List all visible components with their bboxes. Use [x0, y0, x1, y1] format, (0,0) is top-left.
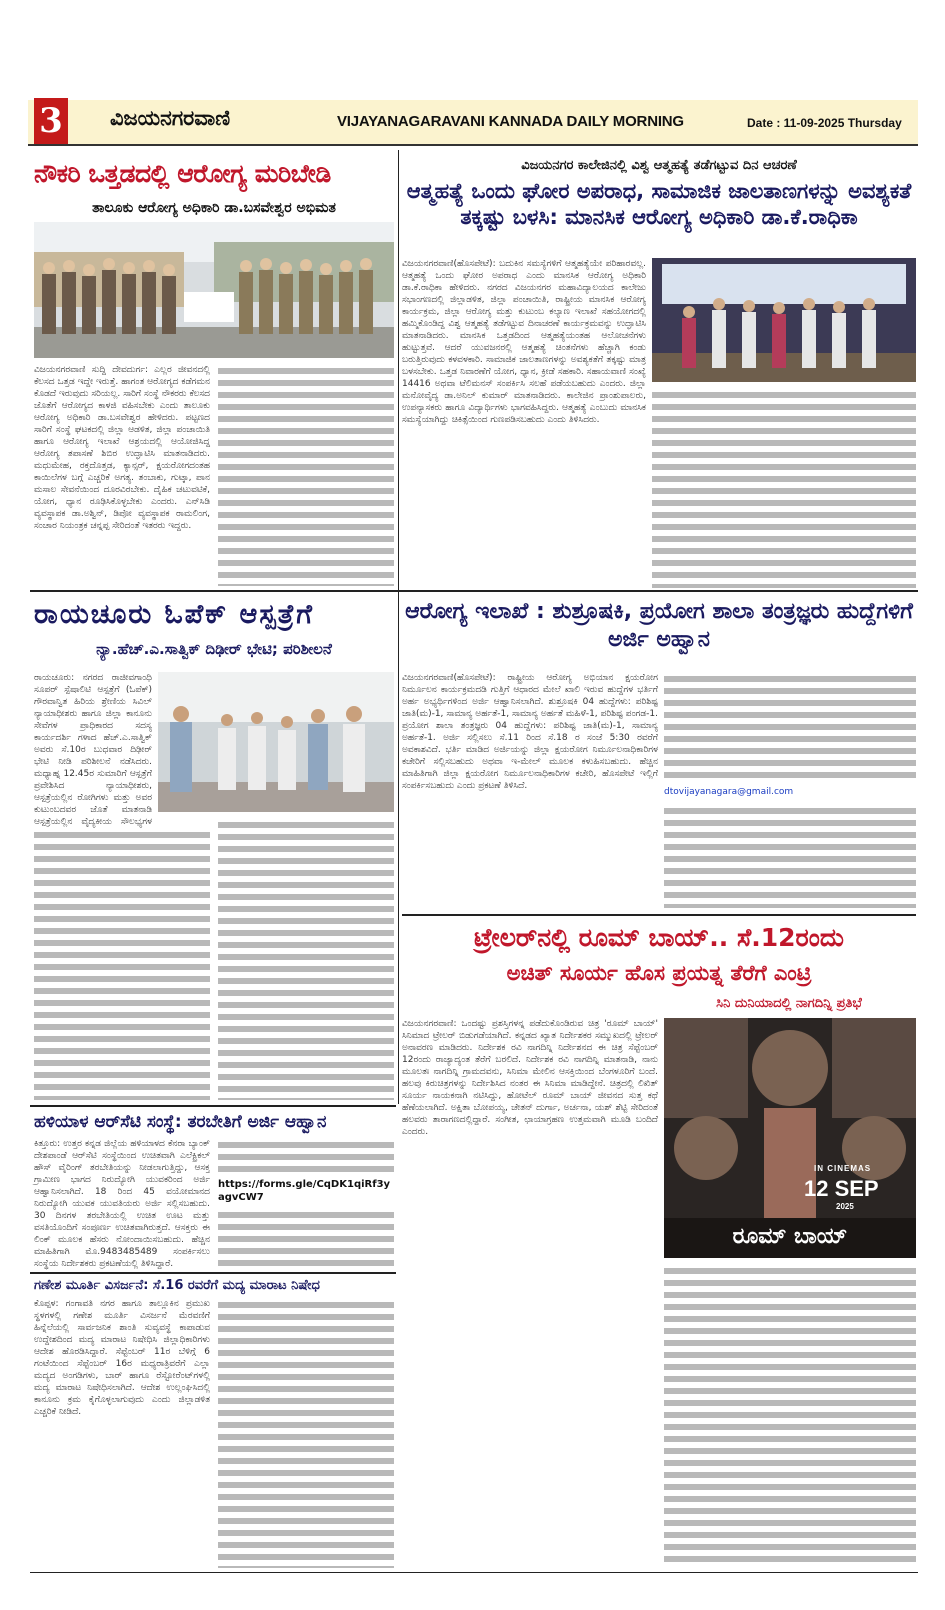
page-bottom-rule	[30, 1572, 918, 1573]
story-body-continued	[218, 818, 394, 1100]
film-poster	[664, 1018, 916, 1258]
story-body-continued	[218, 364, 394, 586]
story-subheadline: ತಾಲೂಕು ಆರೋಗ್ಯ ಅಧಿಕಾರಿ ಡಾ.ಬಸವೇಶ್ವರ ಅಭಿಮತ	[92, 200, 336, 216]
registration-form-link[interactable]: https://forms.gle/CqDK1qiRf3yagvCW7	[218, 1179, 391, 1203]
story-headline: ಆತ್ಮಹತ್ಯೆ ಒಂದು ಘೋರ ಅಪರಾಧ, ಸಾಮಾಜಿಕ ಜಾಲತಾಣಗಳನ್ನು ಅವಶ್ಯಕತೆ ತಕ್ಕಷ್ಟು ಬಳಸಿ: ಮಾನಸಿಕ ಆರೋಗ್ಯ ಅಧಿಕಾರಿ ಡಾ.ಕೆ.ರಾಧಿಕಾ	[406, 179, 912, 230]
poster-release-date: 12 SEP	[804, 1176, 879, 1201]
story-body: ವಿಜಯನಗರವಾಣಿ: ಒಂದಷ್ಟು ಪ್ರಶಸ್ತಿಗಳನ್ನ ಪಡೆದುಕೊಂಡಿರುವ ಚಿತ್ರ 'ರೂಮ್ ಬಾಯ್' ಸಿನಿಮಾದ ಟ್ರೇಲರ್ ಬಿಡುಗಡೆಯಾಗಿದೆ. ಕನ್ನಡದ ಖ್ಯಾತ ನಿರ್ದೇಶಕರ ಸಮ್ಮುಖದಲ್ಲಿ ಟ್ರೇಲರ್ ಅನಾವರಣ ಮಾಡಿದರು. ನಿರ್ದೇಶಕ ರವಿ ನಾಗದಿನ್ನಿ ನಿರ್ದೇಶನದ ಈ ಚಿತ್ರ ಸೆಪ್ಟೆಂಬರ್ 12ರಂದು ರಾಜ್ಯಾದ್ಯಂತ ತೆರೆಗೆ ಬರಲಿದೆ. ನಿರ್ದೇಶಕ ರವಿ ನಾಗದಿನ್ನಿ ಮಾತನಾಡಿ, ನಾನು ಮೂಲತಃ ನಾಗದಿನ್ನಿ ಗ್ರಾಮದವನು, ಸಿನಿಮಾ ಮೇಲಿನ ಆಸಕ್ತಿಯಿಂದ ಬೆಂಗಳೂರಿಗೆ ಬಂದೆ. ಹಲವು ಕಿರುಚಿತ್ರಗಳನ್ನು ನಿರ್ದೇಶಿಸಿದ ನಂತರ ಈ ಸಿನಿಮಾ ಮಾಡಿದ್ದೇನೆ. ಚಿತ್ರದಲ್ಲಿ ಲಿಖಿತ್ ಸೂರ್ಯ ನಾಯಕನಾಗಿ ನಟಿಸಿದ್ದು, ಹೋಟೆಲ್ ರೂಮ್ ಬಾಯ್ ಜೀವನದ ಸುತ್ತ ಕಥೆ ಹೆಣೆಯಲಾಗಿದೆ. ಅಕ್ಷಿತಾ ಬೋಪಯ್ಯ, ಚೇತನ್ ದುರ್ಗಾ, ಅರ್ಚನಾ, ಯಶ್ ಶೆಟ್ಟಿ ಸೇರಿದಂತೆ ಹಲವರು ತಾರಾಗಣದಲ್ಲಿದ್ದಾರೆ. ಸಂಗೀತ, ಛಾಯಾಗ್ರಹಣ ಉತ್ತಮವಾಗಿ ಮೂಡಿ ಬಂದಿದೆ ಎಂದರು.	[402, 1019, 658, 1137]
story-headline: ಟ್ರೇಲರ್‌ನಲ್ಲಿ ರೂಮ್ ಬಾಯ್.. ಸೆ.12ರಂದು	[474, 923, 844, 952]
paper-name-english: VIJAYANAGARAVANI KANNADA DAILY MORNING	[337, 113, 684, 130]
story-body-continued	[664, 804, 916, 908]
story-body-continued	[664, 1264, 916, 1568]
poster-title: ರೂಮ್ ಬಾಯ್	[732, 1224, 848, 1249]
story-body-continued	[664, 672, 916, 782]
story-headline: ನೌಕರಿ ಒತ್ತಡದಲ್ಲಿ ಆರೋಗ್ಯ ಮರಿಬೇಡಿ	[34, 159, 331, 188]
story-body-continued	[218, 1208, 394, 1270]
section-divider	[30, 590, 918, 592]
story-kicker: ವಿಜಯನಗರ ಕಾಲೇಜಿನಲ್ಲಿ ವಿಶ್ವ ಆತ್ಮಹತ್ಯೆ ತಡೆಗಟ್ಟುವ ದಿನ ಆಚರಣೆ	[521, 158, 797, 173]
poster-release-year: 2025	[836, 1202, 854, 1211]
group-photo	[34, 222, 394, 358]
section-divider	[30, 1272, 396, 1274]
story-headline: ರಾಯಚೂರು ಓಪೆಕ್ ಆಸ್ಪತ್ರೆಗೆ	[34, 599, 314, 630]
paper-name-kannada: ವಿಜಯನಗರವಾಣಿ	[110, 106, 231, 130]
story-body-continued	[218, 1298, 394, 1568]
stage-event-photo	[652, 258, 916, 382]
section-divider	[402, 914, 916, 916]
story-body: ಕಿತ್ತೂರು: ಉತ್ತರ ಕನ್ನಡ ಜಿಲ್ಲೆಯ ಹಳಿಯಾಳದ ಕೆನರಾ ಬ್ಯಾಂಕ್ ದೇಶಪಾಂಡೆ ಆರ್‌ಸೆಟಿ ಸಂಸ್ಥೆಯಿಂದ ಉಚಿತವಾಗಿ ಎಲೆಕ್ಟ್ರಿಕಲ್ ಹೌಸ್ ವೈರಿಂಗ್ ತರಬೇತಿಯನ್ನು ನೀಡಲಾಗುತ್ತಿದ್ದು, ಆಸಕ್ತ ಗ್ರಾಮೀಣ ಭಾಗದ ನಿರುದ್ಯೋಗಿ ಯುವಕರಿಂದ ಅರ್ಜಿ ಆಹ್ವಾನಿಸಲಾಗಿದೆ. 18 ರಿಂದ 45 ವಯೋಮಾನದ ನಿರುದ್ಯೋಗಿ ಯುವಕ ಯುವತಿಯರು ಅರ್ಜಿ ಸಲ್ಲಿಸಬಹುದು. 30 ದಿನಗಳ ತರಬೇತಿಯಲ್ಲಿ ಉಚಿತ ಊಟ ಮತ್ತು ವಸತಿಯೊಂದಿಗೆ ಸಂಪೂರ್ಣ ಉಚಿತವಾಗಿರುತ್ತದೆ. ಆಸಕ್ತರು ಈ ಲಿಂಕ್ ಮೂಲಕ ಹೆಸರು ನೋಂದಾಯಿಸಬಹುದು. ಹೆಚ್ಚಿನ ಮಾಹಿತಿಗಾಗಿ ಮೊ.9483485489 ಸಂಪರ್ಕಿಸಲು ಸಂಸ್ಥೆಯ ನಿರ್ದೇಶಕರು ಪ್ರಕಟಣೆಯಲ್ಲಿ ತಿಳಿಸಿದ್ದಾರೆ.	[34, 1139, 210, 1269]
story-body-continued	[652, 388, 916, 588]
story-subheadline: ಸಿನಿ ದುನಿಯಾದಲ್ಲಿ ನಾಗದಿನ್ನಿ ಪ್ರತಿಭೆ	[716, 996, 862, 1011]
story-headline: ಆರೋಗ್ಯ ಇಲಾಖೆ : ಶುಶ್ರೂಷಕಿ, ಪ್ರಯೋಗ ಶಾಲಾ ತಂತ್ರಜ್ಞರು ಹುದ್ದೆಗಳಿಗೆ ಅರ್ಜಿ ಅಹ್ವಾನ	[405, 599, 913, 652]
story-headline-second-line: ನ್ಯಾ.ಹೆಚ್.ಎ.ಸಾತ್ವಿಕ್ ದಿಢೀರ್ ಭೇಟಿ; ಪರಿಶೀಲನೆ	[96, 640, 332, 658]
page-number: 3	[34, 98, 68, 144]
hospital-visit-photo	[158, 672, 394, 812]
story-body: ಕೊಪ್ಪಳ: ಗಂಗಾವತಿ ನಗರ ಹಾಗೂ ತಾಲ್ಲೂಕಿನ ಪ್ರಮುಖ ಸ್ಥಳಗಳಲ್ಲಿ ಗಣೇಶ ಮೂರ್ತಿ ವಿಸರ್ಜನೆ ಮೆರವಣಿಗೆ ಹಿನ್ನೆಲೆಯಲ್ಲಿ ಸಾರ್ವಜನಿಕ ಶಾಂತಿ ಸುವ್ಯವಸ್ಥೆ ಕಾಪಾಡುವ ಉದ್ದೇಶದಿಂದ ಮದ್ಯ ಮಾರಾಟ ನಿಷೇಧಿಸಿ ಜಿಲ್ಲಾಧಿಕಾರಿಗಳು ಆದೇಶ ಹೊರಡಿಸಿದ್ದಾರೆ. ಸೆಪ್ಟೆಂಬರ್ 11ರ ಬೆಳಿಗ್ಗೆ 6 ಗಂಟೆಯಿಂದ ಸೆಪ್ಟೆಂಬರ್ 16ರ ಮಧ್ಯರಾತ್ರಿವರೆಗೆ ಎಲ್ಲಾ ಮದ್ಯದ ಅಂಗಡಿಗಳು, ಬಾರ್ ಹಾಗೂ ರೆಸ್ಟೋರೆಂಟ್‌ಗಳಲ್ಲಿ ಮದ್ಯ ಮಾರಾಟ ನಿಷೇಧಿಸಲಾಗಿದೆ. ಆದೇಶ ಉಲ್ಲಂಘಿಸಿದಲ್ಲಿ ಕಾನೂನು ಕ್ರಮ ಕೈಗೊಳ್ಳಲಾಗುವುದು ಎಂದು ಜಿಲ್ಲಾಡಳಿತ ಎಚ್ಚರಿಕೆ ನೀಡಿದೆ.	[34, 1299, 210, 1417]
story-body: ವಿಜಯನಗರವಾಣಿ(ಹೊಸಪೇಟೆ): ರಾಷ್ಟ್ರೀಯ ಆರೋಗ್ಯ ಅಭಿಯಾನ ಕ್ಷಯರೋಗ ನಿರ್ಮೂಲನ ಕಾರ್ಯಕ್ರಮದಡಿ ಗುತ್ತಿಗೆ ಆಧಾರದ ಮೇಲೆ ಖಾಲಿ ಇರುವ ಹುದ್ದೆಗಳ ಭರ್ತಿಗೆ ಅರ್ಹ ಅಭ್ಯರ್ಥಿಗಳಿಂದ ಅರ್ಜಿ ಆಹ್ವಾನಿಸಲಾಗಿದೆ. ಶುಶ್ರೂಷಕಿ 04 ಹುದ್ದೆಗಳು: ಪರಿಶಿಷ್ಟ ಜಾತಿ(ಮ)-1, ಸಾಮಾನ್ಯ ಅರ್ಹತೆ-1, ಸಾಮಾನ್ಯ ಅರ್ಹತೆ ಮಹಿಳೆ-1, ಪರಿಶಿಷ್ಟ ಪಂಗಡ-1. ಪ್ರಯೋಗ ಶಾಲಾ ತಂತ್ರಜ್ಞರು 04 ಹುದ್ದೆಗಳು: ಪರಿಶಿಷ್ಟ ಜಾತಿ(ಮ)-1, ಸಾಮಾನ್ಯ ಅರ್ಹತೆ-1. ಅರ್ಜಿ ಸಲ್ಲಿಸಲು ಸೆ.11 ರಿಂದ ಸೆ.18 ರ ಸಂಜೆ 5:30 ರವರೆಗೆ ಅವಕಾಶವಿದೆ. ಭರ್ತಿ ಮಾಡಿದ ಅರ್ಜಿಯನ್ನು ಜಿಲ್ಲಾ ಕ್ಷಯರೋಗ ನಿರ್ಮೂಲನಾಧಿಕಾರಿಗಳ ಕಚೇರಿಗೆ ಸಲ್ಲಿಸಬಹುದು ಅಥವಾ ಇ-ಮೇಲ್ ಮೂಲಕ ಕಳುಹಿಸಬಹುದು. ಹೆಚ್ಚಿನ ಮಾಹಿತಿಗಾಗಿ ಜಿಲ್ಲಾ ಕ್ಷಯರೋಗ ನಿರ್ಮೂಲನಾಧಿಕಾರಿಗಳ ಕಚೇರಿ, ಹೊಸಪೇಟೆ ಇಲ್ಲಿಗೆ ಸಂಪರ್ಕಿಸಬಹುದು ಎಂದು ಪ್ರಕಟಣೆ ತಿಳಿಸಿದೆ.	[402, 673, 658, 791]
story-headline: ಹಳಿಯಾಳ ಆರ್‌ಸೆಟಿ ಸಂಸ್ಥೆ: ತರಬೇತಿಗೆ ಅರ್ಜಿ ಆಹ್ವಾನ	[34, 1112, 327, 1132]
column-divider	[398, 592, 399, 1104]
column-divider	[398, 150, 399, 590]
story-body: ವಿಜಯನಗರವಾಣಿ ಸುದ್ದಿ ದೇವದುರ್ಗ: ಎಲ್ಲರ ಜೀವನದಲ್ಲಿ ಕೆಲಸದ ಒತ್ತಡ ಇದ್ದೇ ಇರುತ್ತೆ. ಹಾಗಂತ ಆರೋಗ್ಯದ ಕಡೆಗಮನ ಕೊಡದೆ ಇರುವುದು ಸರಿಯಲ್ಲ. ಸಾರಿಗೆ ಸಂಸ್ಥೆ ನೌಕರರು ಕೆಲಸದ ಜೊತೆಗೆ ಆರೋಗ್ಯದ ಕಾಳಜಿ ವಹಿಸಬೇಕು ಎಂದು ತಾಲೂಕು ಆರೋಗ್ಯ ಅಧಿಕಾರಿ ಡಾ.ಬಸವೇಶ್ವರ ಹೇಳಿದರು. ಪಟ್ಟಣದ ಸಾರಿಗೆ ಸಂಸ್ಥೆ ಘಟಕದಲ್ಲಿ ಜಿಲ್ಲಾ ಆಡಳಿತ, ಜಿಲ್ಲಾ ಪಂಚಾಯಿತಿ ಹಾಗೂ ಆರೋಗ್ಯ ಇಲಾಖೆ ಆಶ್ರಯದಲ್ಲಿ ಆಯೋಜಿಸಿದ್ದ ಆರೋಗ್ಯ ತಪಾಸಣೆ ಶಿಬಿರ ಉದ್ಘಾಟಿಸಿ ಮಾತನಾಡಿದರು. ಮಧುಮೇಹ, ರಕ್ತದೊತ್ತಡ, ಕ್ಯಾನ್ಸರ್, ಕ್ಷಯರೋಗದಂತಹ ಕಾಯಿಲೆಗಳ ಬಗ್ಗೆ ಎಚ್ಚರಿಕೆ ಅಗತ್ಯ. ತಂಬಾಕು, ಗುಟ್ಕಾ, ಪಾನ ಮಸಾಲ ಸೇವನೆಯಿಂದ ದೂರವಿರಬೇಕು. ದೈಹಿಕ ಚಟುವಟಿಕೆ, ಯೋಗ, ಧ್ಯಾನ ರೂಢಿಸಿಕೊಳ್ಳಬೇಕು ಎಂದರು. ಎನ್‌ಸಿಡಿ ವ್ಯವಸ್ಥಾಪಕ ಡಾ.ಅಶ್ವಿನ್, ಡಿಪೋ ವ್ಯವಸ್ಥಾಪಕ ರಾಮಲಿಂಗ, ಸಂಚಾರ ನಿಯಂತ್ರಕ ಚನ್ನಪ್ಪ ಸೇರಿದಂತೆ ಇತರರು ಇದ್ದರು.	[34, 365, 210, 531]
story-headline: ಗಣೇಶ ಮೂರ್ತಿ ವಿಸರ್ಜನೆ: ಸೆ.16 ರವರೆಗೆ ಮದ್ಯ ಮಾರಾಟ ನಿಷೇಧ	[34, 1278, 320, 1293]
story-body-continued	[34, 828, 210, 1100]
section-divider	[30, 1105, 396, 1107]
contact-email-link[interactable]: dtovijayanagara@gmail.com	[664, 787, 794, 797]
poster-release-label: IN CINEMAS	[814, 1164, 872, 1173]
story-body-continued	[218, 1138, 394, 1174]
issue-date: Date : 11-09-2025 Thursday	[747, 116, 902, 130]
story-body: ವಿಜಯನಗರವಾಣಿ(ಹೊಸಪೇಟೆ): ಬದುಕಿನ ಸಮಸ್ಯೆಗಳಿಗೆ ಆತ್ಮಹತ್ಯೆಯೇ ಪರಿಹಾರವಲ್ಲ. ಆತ್ಮಹತ್ಯೆ ಒಂದು ಘೋರ ಅಪರಾಧ ಎಂದು ಮಾನಸಿಕ ಆರೋಗ್ಯ ಅಧಿಕಾರಿ ಡಾ.ಕೆ.ರಾಧಿಕಾ ಹೇಳಿದರು. ನಗರದ ವಿಜಯನಗರ ಮಹಾವಿದ್ಯಾಲಯದ ಕಾಲೇಜು ಸಭಾಂಗಣದಲ್ಲಿ ಜಿಲ್ಲಾಡಳಿತ, ಜಿಲ್ಲಾ ಪಂಚಾಯಿತಿ, ರಾಷ್ಟ್ರೀಯ ಮಾನಸಿಕ ಆರೋಗ್ಯ ಕಾರ್ಯಕ್ರಮ, ಜಿಲ್ಲಾ ಆರೋಗ್ಯ ಮತ್ತು ಕುಟುಂಬ ಕಲ್ಯಾಣ ಇಲಾಖೆ ಸಹಯೋಗದಲ್ಲಿ ಹಮ್ಮಿಕೊಂಡಿದ್ದ ವಿಶ್ವ ಆತ್ಮಹತ್ಯೆ ತಡೆಗಟ್ಟುವ ದಿನಾಚರಣೆ ಕಾರ್ಯಕ್ರಮವನ್ನು ಉದ್ಘಾಟಿಸಿ ಮಾತನಾಡಿದರು. ಮಾನಸಿಕ ಒತ್ತಡದಿಂದ ಆತ್ಮಹತ್ಯೆಯಂತಹ ಆಲೋಚನೆಗಳು ಹುಟ್ಟುತ್ತವೆ. ಆದರೆ ಯುವಜನರಲ್ಲಿ ಆತ್ಮಹತ್ಯೆ ಚಿಂತನೆಗಳು ಹೆಚ್ಚಾಗಿ ಕಂಡು ಬರುತ್ತಿರುವುದು ಕಳವಳಕಾರಿ. ಸಾಮಾಜಿಕ ಜಾಲತಾಣಗಳನ್ನು ಅವಶ್ಯಕತೆಗೆ ತಕ್ಕಷ್ಟು ಮಾತ್ರ ಬಳಸಬೇಕು. ಒತ್ತಡ ನಿವಾರಣೆಗೆ ಯೋಗ, ಧ್ಯಾನ, ಕ್ರೀಡೆ ಸಹಕಾರಿ. ಸಹಾಯವಾಣಿ ಸಂಖ್ಯೆ 14416 ಅಥವಾ ಟೆಲಿಮನಸ್ ಸಂಪರ್ಕಿಸಿ ಸಲಹೆ ಪಡೆಯಬಹುದು ಎಂದರು. ಜಿಲ್ಲಾ ಮನೋವೈದ್ಯ ಡಾ.ಅನಿಲ್ ಕುಮಾರ್ ಮಾತನಾಡಿದರು. ಕಾಲೇಜಿನ ಪ್ರಾಂಶುಪಾಲರು, ಉಪನ್ಯಾಸಕರು ಹಾಗೂ ವಿದ್ಯಾರ್ಥಿಗಳು ಭಾಗವಹಿಸಿದ್ದರು. ಆತ್ಮಹತ್ಯೆ ಎಂಬುದು ಮಾನಸಿಕ ಸಮಸ್ಯೆಯಾಗಿದ್ದು ಚಿಕಿತ್ಸೆಯಿಂದ ಗುಣಪಡಿಸಬಹುದು ಎಂದು ತಿಳಿಸಿದರು.	[402, 259, 646, 425]
story-body: ರಾಯಚೂರು: ನಗರದ ರಾಜೀವಗಾಂಧಿ ಸೂಪರ್ ಸ್ಪೆಷಾಲಿಟಿ ಆಸ್ಪತ್ರೆಗೆ (ಓಪೆಕ್) ಗೌರವಾನ್ವಿತ ಹಿರಿಯ ಶ್ರೇಣಿಯ ಸಿವಿಲ್ ನ್ಯಾಯಾಧೀಶರು ಹಾಗೂ ಜಿಲ್ಲಾ ಕಾನೂನು ಸೇವೆಗಳ ಪ್ರಾಧಿಕಾರದ ಸದಸ್ಯ ಕಾರ್ಯದರ್ಶಿ ಗಳಾದ ಹೆಚ್.ಎ.ಸಾತ್ವಿಕ್ ಅವರು ಸೆ.10ರ ಬುಧವಾರ ದಿಢೀರ್ ಭೇಟಿ ನೀಡಿ ಪರಿಶೀಲನೆ ನಡೆಸಿದರು. ಮಧ್ಯಾಹ್ನ 12.45ರ ಸುಮಾರಿಗೆ ಆಸ್ಪತ್ರೆಗೆ ಪ್ರವೇಶಿಸಿದ ನ್ಯಾಯಾಧೀಶರು, ಆಸ್ಪತ್ರೆಯಲ್ಲಿನ ರೋಗಿಗಳು ಮತ್ತು ಅವರ ಕುಟುಂಬದವರ ಜೊತೆ ಮಾತನಾಡಿ ಆಸ್ಪತ್ರೆಯಲ್ಲಿನ ವೈದ್ಯಕೀಯ ಸೌಲಭ್ಯಗಳ	[34, 673, 152, 827]
story-headline-second-line: ಅಚಿತ್ ಸೂರ್ಯ ಹೊಸ ಪ್ರಯತ್ನ ತೆರೆಗೆ ಎಂಟ್ರಿ	[506, 961, 812, 985]
